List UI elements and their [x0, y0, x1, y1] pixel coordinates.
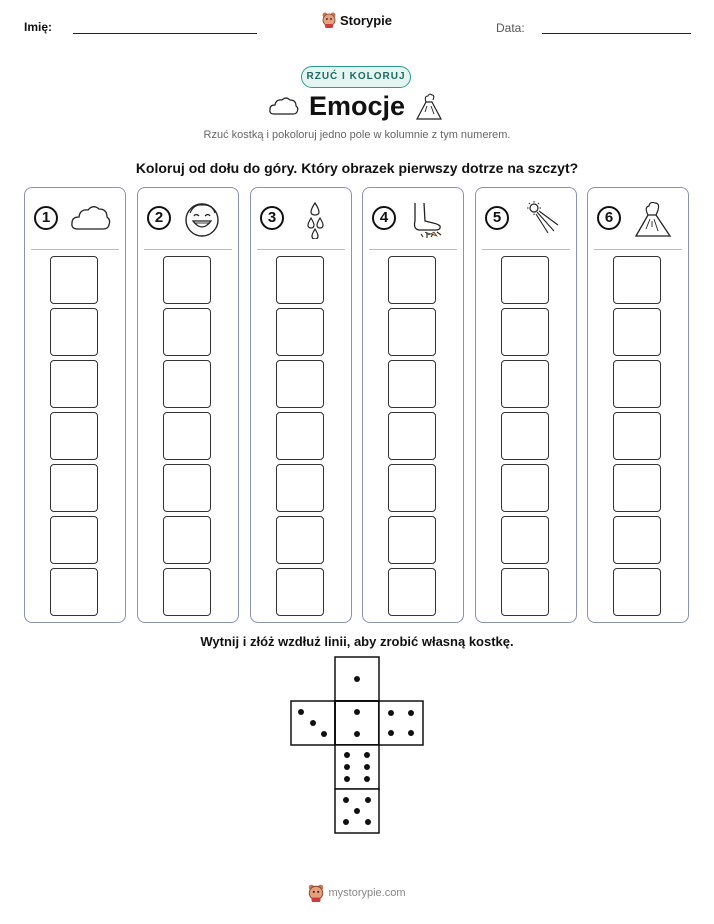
color-box[interactable] [388, 464, 436, 512]
column-divider [482, 249, 570, 250]
color-box[interactable] [501, 412, 549, 460]
brand-name: Storypie [339, 12, 392, 28]
column-divider [31, 249, 119, 250]
color-box[interactable] [501, 308, 549, 356]
footer [0, 884, 714, 902]
column-divider [369, 249, 457, 250]
column-3 [250, 187, 352, 623]
color-box[interactable] [50, 568, 98, 616]
color-box[interactable] [613, 516, 661, 564]
color-box[interactable] [276, 308, 324, 356]
pip [388, 730, 394, 736]
column-divider [144, 249, 232, 250]
color-box[interactable] [388, 256, 436, 304]
color-box[interactable] [163, 412, 211, 460]
color-box[interactable] [163, 516, 211, 564]
laughing-face-icon [182, 199, 226, 239]
name-label: Imię: [24, 20, 53, 34]
pip [354, 808, 360, 814]
color-box[interactable] [613, 360, 661, 408]
stomping-foot-icon [407, 199, 451, 239]
die-face-2 [335, 701, 379, 745]
color-box[interactable] [50, 464, 98, 512]
color-box[interactable] [388, 308, 436, 356]
pip [344, 776, 350, 782]
pip [354, 731, 360, 737]
column-2 [137, 187, 239, 623]
title-volcano-icon [414, 92, 444, 122]
color-box[interactable] [613, 256, 661, 304]
column-number: 6 [597, 206, 621, 230]
color-box[interactable] [613, 412, 661, 460]
dice-net[interactable] [290, 656, 426, 836]
die-face-4 [379, 701, 423, 745]
color-box[interactable] [276, 412, 324, 460]
coloring-instruction: Koloruj od dołu do góry. Który obrazek pierwszy dotrze na szczyt? [135, 160, 579, 176]
date-line[interactable] [542, 33, 691, 34]
color-box[interactable] [388, 568, 436, 616]
color-box[interactable] [613, 308, 661, 356]
name-line[interactable] [73, 33, 257, 34]
color-box[interactable] [276, 256, 324, 304]
die-face-6 [335, 745, 379, 789]
color-box[interactable] [276, 516, 324, 564]
date-label: Data: [496, 21, 525, 35]
column-number: 3 [260, 206, 284, 230]
pip [354, 676, 360, 682]
color-box[interactable] [388, 412, 436, 460]
pip [310, 720, 316, 726]
color-box[interactable] [50, 412, 98, 460]
brand-logo [0, 12, 714, 28]
tear-drops-icon [295, 199, 339, 239]
color-box[interactable] [163, 464, 211, 512]
color-box[interactable] [163, 308, 211, 356]
color-box[interactable] [388, 516, 436, 564]
color-box[interactable] [501, 256, 549, 304]
column-number: 1 [34, 206, 58, 230]
volcano-icon [632, 199, 676, 239]
pip [365, 797, 371, 803]
column-6 [587, 187, 689, 623]
column-divider [594, 249, 682, 250]
color-box[interactable] [276, 464, 324, 512]
pip [344, 764, 350, 770]
color-box[interactable] [501, 360, 549, 408]
color-box[interactable] [163, 568, 211, 616]
pip [343, 819, 349, 825]
pip [354, 709, 360, 715]
column-number: 2 [147, 206, 171, 230]
column-5 [475, 187, 577, 623]
page-title: Emocje [308, 91, 406, 121]
color-box[interactable] [388, 360, 436, 408]
pip [388, 710, 394, 716]
color-box[interactable] [163, 360, 211, 408]
pip [364, 776, 370, 782]
subtitle: Rzuć kostką i pokoloruj jedno pole w kolumnie z tym numerem. [203, 129, 511, 141]
color-box[interactable] [163, 256, 211, 304]
pip [408, 730, 414, 736]
color-box[interactable] [501, 516, 549, 564]
pip [321, 731, 327, 737]
color-box[interactable] [613, 568, 661, 616]
column-divider [257, 249, 345, 250]
activity-badge: RZUĆ I KOLORUJ [301, 66, 411, 88]
pip [364, 764, 370, 770]
color-box[interactable] [50, 360, 98, 408]
cloud-icon [69, 199, 113, 239]
bear-logo-icon [322, 12, 336, 28]
sun-rays-icon [520, 199, 564, 239]
color-box[interactable] [276, 360, 324, 408]
pip [343, 797, 349, 803]
column-number: 4 [372, 206, 396, 230]
column-1 [24, 187, 126, 623]
cut-instruction: Wytnij i złóż wzdłuż linii, aby zrobić własną kostkę. [200, 634, 514, 649]
bear-logo-icon [308, 884, 324, 902]
color-box[interactable] [276, 568, 324, 616]
pip [344, 752, 350, 758]
color-box[interactable] [50, 516, 98, 564]
column-number: 5 [485, 206, 509, 230]
pip [364, 752, 370, 758]
column-4 [362, 187, 464, 623]
pip [365, 819, 371, 825]
color-box[interactable] [501, 568, 549, 616]
color-box[interactable] [50, 308, 98, 356]
color-box[interactable] [613, 464, 661, 512]
color-box[interactable] [501, 464, 549, 512]
footer-url[interactable]: mystorypie.com [328, 887, 406, 899]
pip [298, 709, 304, 715]
pip [408, 710, 414, 716]
color-box[interactable] [50, 256, 98, 304]
